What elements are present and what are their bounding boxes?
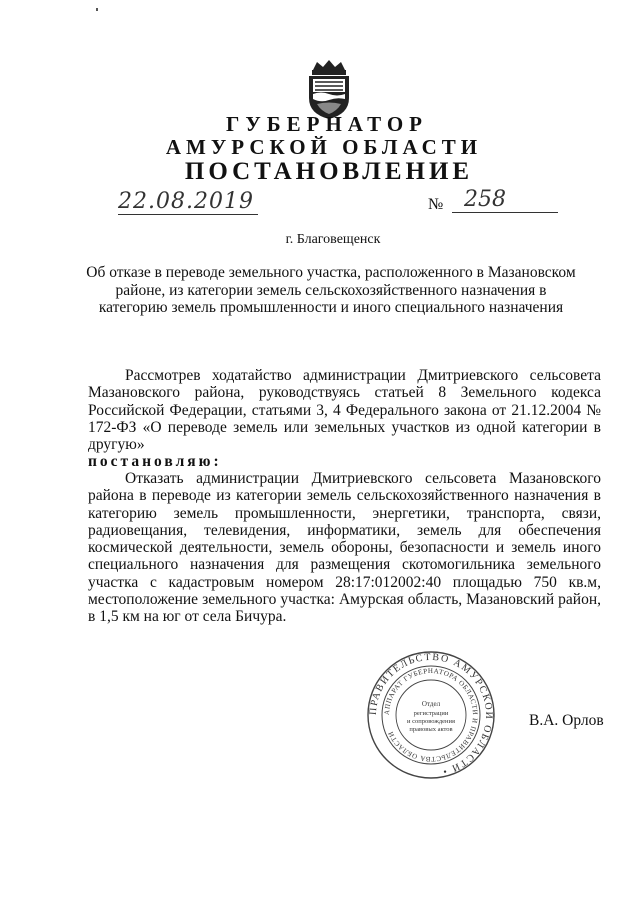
document-type: ПОСТАНОВЛЕНИЕ bbox=[184, 158, 474, 185]
resolution-paragraph: Отказать администрации Дмитриевского сельсовета Мазановского района в переводе из категории земель сельскохозяйственного назначения в категорию земель промышленности, энергетики, транспорта, связи, радиовещания, телевидения, информатики, земель для обеспечения космической деятельности, земель обороны, безопасности и земель иного специального назначения для размещения скотомогильника земельного участка с кадастровым номером 28:17:012002:40 площадью 750 кв.м, местоположение земельного участка: Амурская область, Мазановский район, в 1,5 км на юг от села Бичура. bbox=[88, 470, 601, 626]
svg-text:ПРАВИТЕЛЬСТВО АМУРСКОЙ ОБЛАСТИ: ПРАВИТЕЛЬСТВО АМУРСКОЙ ОБЛАСТИ • bbox=[367, 651, 495, 777]
coat-of-arms-icon bbox=[303, 58, 355, 120]
issuer-title: ГУБЕРНАТОР bbox=[225, 112, 429, 136]
document-number: 258 bbox=[452, 188, 558, 213]
issuer-region: АМУРСКОЙ ОБЛАСТИ bbox=[165, 135, 483, 159]
signer-name: В.А. Орлов bbox=[529, 712, 604, 729]
document-date: 22.08.2019 bbox=[118, 190, 258, 215]
svg-text:Отдел: Отдел bbox=[421, 700, 441, 708]
number-sign: № bbox=[428, 196, 444, 213]
scan-speck bbox=[96, 8, 98, 11]
official-stamp bbox=[366, 650, 496, 780]
svg-text:и сопровождения: и сопровождения bbox=[407, 718, 455, 725]
svg-text:правовых актов: правовых актов bbox=[409, 726, 453, 733]
svg-text:АППАРАТ ГУБЕРНАТОРА ОБЛАСТИ И: АППАРАТ ГУБЕРНАТОРА ОБЛАСТИ И ПРАВИТЕЛЬСТВА ОБЛАСТИ bbox=[382, 666, 480, 764]
preamble-paragraph: Рассмотрев ходатайство администрации Дмитриевского сельсовета Мазановского района, руководствуясь статьей 8 Земельного кодекса Российской Федерации, статьями 3, 4 Федерального закона от 21.12.2004 № 172-ФЗ «О переводе земель или земельных участков из одной категории в другую» bbox=[88, 367, 601, 454]
issue-city: г. Благовещенск bbox=[285, 232, 381, 247]
svg-text:регистрации: регистрации bbox=[413, 710, 449, 717]
document-subject: Об отказе в переводе земельного участка, расположенного в Мазановском районе, из категории земель сельскохозяйственного назначения в категорию земель промышленности и иного специального назначения bbox=[86, 264, 576, 316]
resolve-word: постановляю: bbox=[88, 453, 222, 470]
